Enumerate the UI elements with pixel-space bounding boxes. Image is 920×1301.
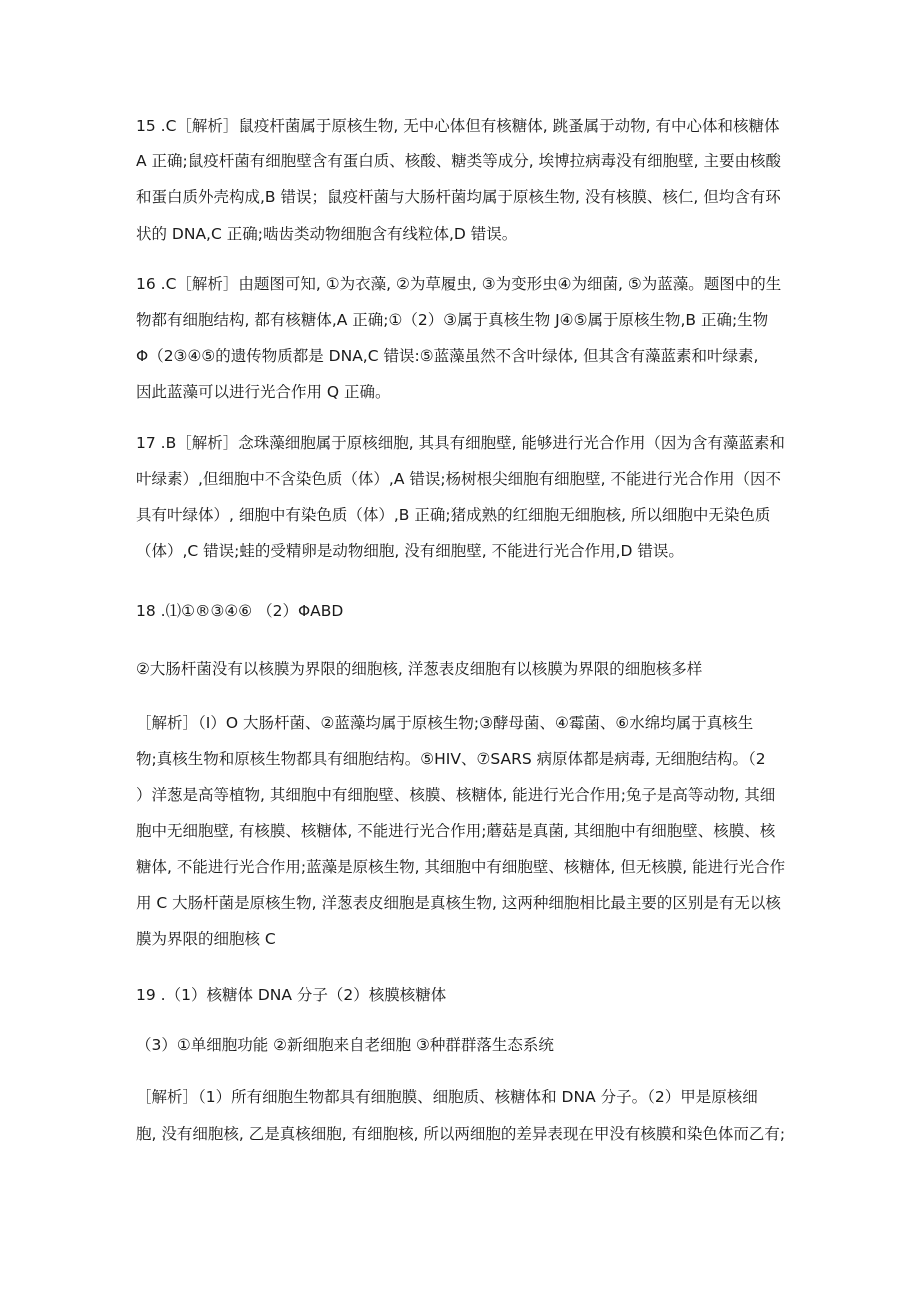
q18-line-3: ［解析］（I）O 大肠杆菌、②蓝藻均属于原核生物;③酵母菌、④霉菌、⑥水绵均属于真核生 (136, 714, 754, 732)
q17-line-4: （体）,C 错误;蛙的受精卵是动物细胞, 没有细胞壁, 不能进行光合作用,D 错误。 (136, 542, 684, 560)
q15-line-2: A 正确;鼠疫杆菌有细胞壁含有蛋白质、核酸、糖类等成分, 埃博拉病毒没有细胞壁, 主要由核酸 (136, 152, 781, 170)
q18-line-1: 18 .⑴①®③④⑥ （2）ΦABD (136, 602, 344, 620)
q19-line-3: ［解析］（1）所有细胞生物都具有细胞膜、细胞质、核糖体和 DNA 分子。（2）甲是原核细 (136, 1088, 758, 1106)
q17-line-2: 叶绿素）,但细胞中不含染色质（体）,A 错误;杨树根尖细胞有细胞壁, 不能进行光合作用（因不 (136, 470, 781, 488)
q15-line-3: 和蛋白质外壳构成,B 错误；鼠疫杆菌与大肠杆菌均属于原核生物, 没有核膜、核仁, 但均含有环 (136, 188, 781, 206)
q16-line-3: Φ（2③④⑤的遗传物质都是 DNA,C 错误:⑤蓝藻虽然不含叶绿体, 但其含有藻蓝素和叶绿素, (136, 347, 759, 365)
q17-line-3: 具有叶绿体）, 细胞中有染色质（体）,B 正确;猪成熟的红细胞无细胞核, 所以细胞中无染色质 (136, 506, 771, 524)
q18-line-8: 用 C 大肠杆菌是原核生物, 洋葱表皮细胞是真核生物, 这两种细胞相比最主要的区别是有无以核 (136, 894, 781, 912)
q18-line-7: 糖体, 不能进行光合作用;蓝藻是原核生物, 其细胞中有细胞壁、核糖体, 但无核膜, 能进行光合作 (136, 858, 786, 876)
q16-line-2: 物都有细胞结构, 都有核糖体,A 正确;①（2）③属于真核生物 J④⑤属于原核生物,B 正确;生物 (136, 311, 769, 329)
q18-line-9: 膜为界限的细胞核 C (136, 930, 276, 948)
q18-line-5: ）洋葱是高等植物, 其细胞中有细胞壁、核膜、核糖体, 能进行光合作用;兔子是高等动物, 其细 (136, 786, 776, 804)
q17-line-1: 17 .B［解析］念珠藻细胞属于原核细胞, 其具有细胞壁, 能够进行光合作用（因为含有藻蓝素和 (136, 434, 785, 452)
q19-line-1: 19 .（1）核糖体 DNA 分子（2）核膜核糖体 (136, 986, 447, 1004)
q19-line-4: 胞, 没有细胞核, 乙是真核细胞, 有细胞核, 所以两细胞的差异表现在甲没有核膜和染色体而乙有; (136, 1125, 786, 1143)
q19-line-2: （3）①单细胞功能 ②新细胞来自老细胞 ③种群群落生态系统 (136, 1036, 554, 1054)
q15-line-1: 15 .C［解析］鼠疫杆菌属于原核生物, 无中心体但有核糖体, 跳蚤属于动物, 有中心体和核糖体 (136, 117, 780, 135)
q18-line-6: 胞中无细胞壁, 有核膜、核糖体, 不能进行光合作用;蘑菇是真菌, 其细胞中有细胞壁、核膜、核 (136, 822, 776, 840)
q16-line-1: 16 .C［解析］由题图可知, ①为衣藻, ②为草履虫, ③为变形虫④为细菌, ⑤为蓝藻。题图中的生 (136, 275, 782, 293)
q15-line-4: 状的 DNA,C 正确;啮齿类动物细胞含有线粒体,D 错误。 (136, 225, 518, 243)
q16-line-4: 因此蓝藻可以进行光合作用 Q 正确。 (136, 383, 391, 401)
q18-line-2: ②大肠杆菌没有以核膜为界限的细胞核, 洋葱表皮细胞有以核膜为界限的细胞核多样 (136, 660, 703, 678)
q18-line-4: 物;真核生物和原核生物都具有细胞结构。⑤HIV、⑦SARS 病原体都是病毒, 无细胞结构。（2 (136, 750, 766, 768)
